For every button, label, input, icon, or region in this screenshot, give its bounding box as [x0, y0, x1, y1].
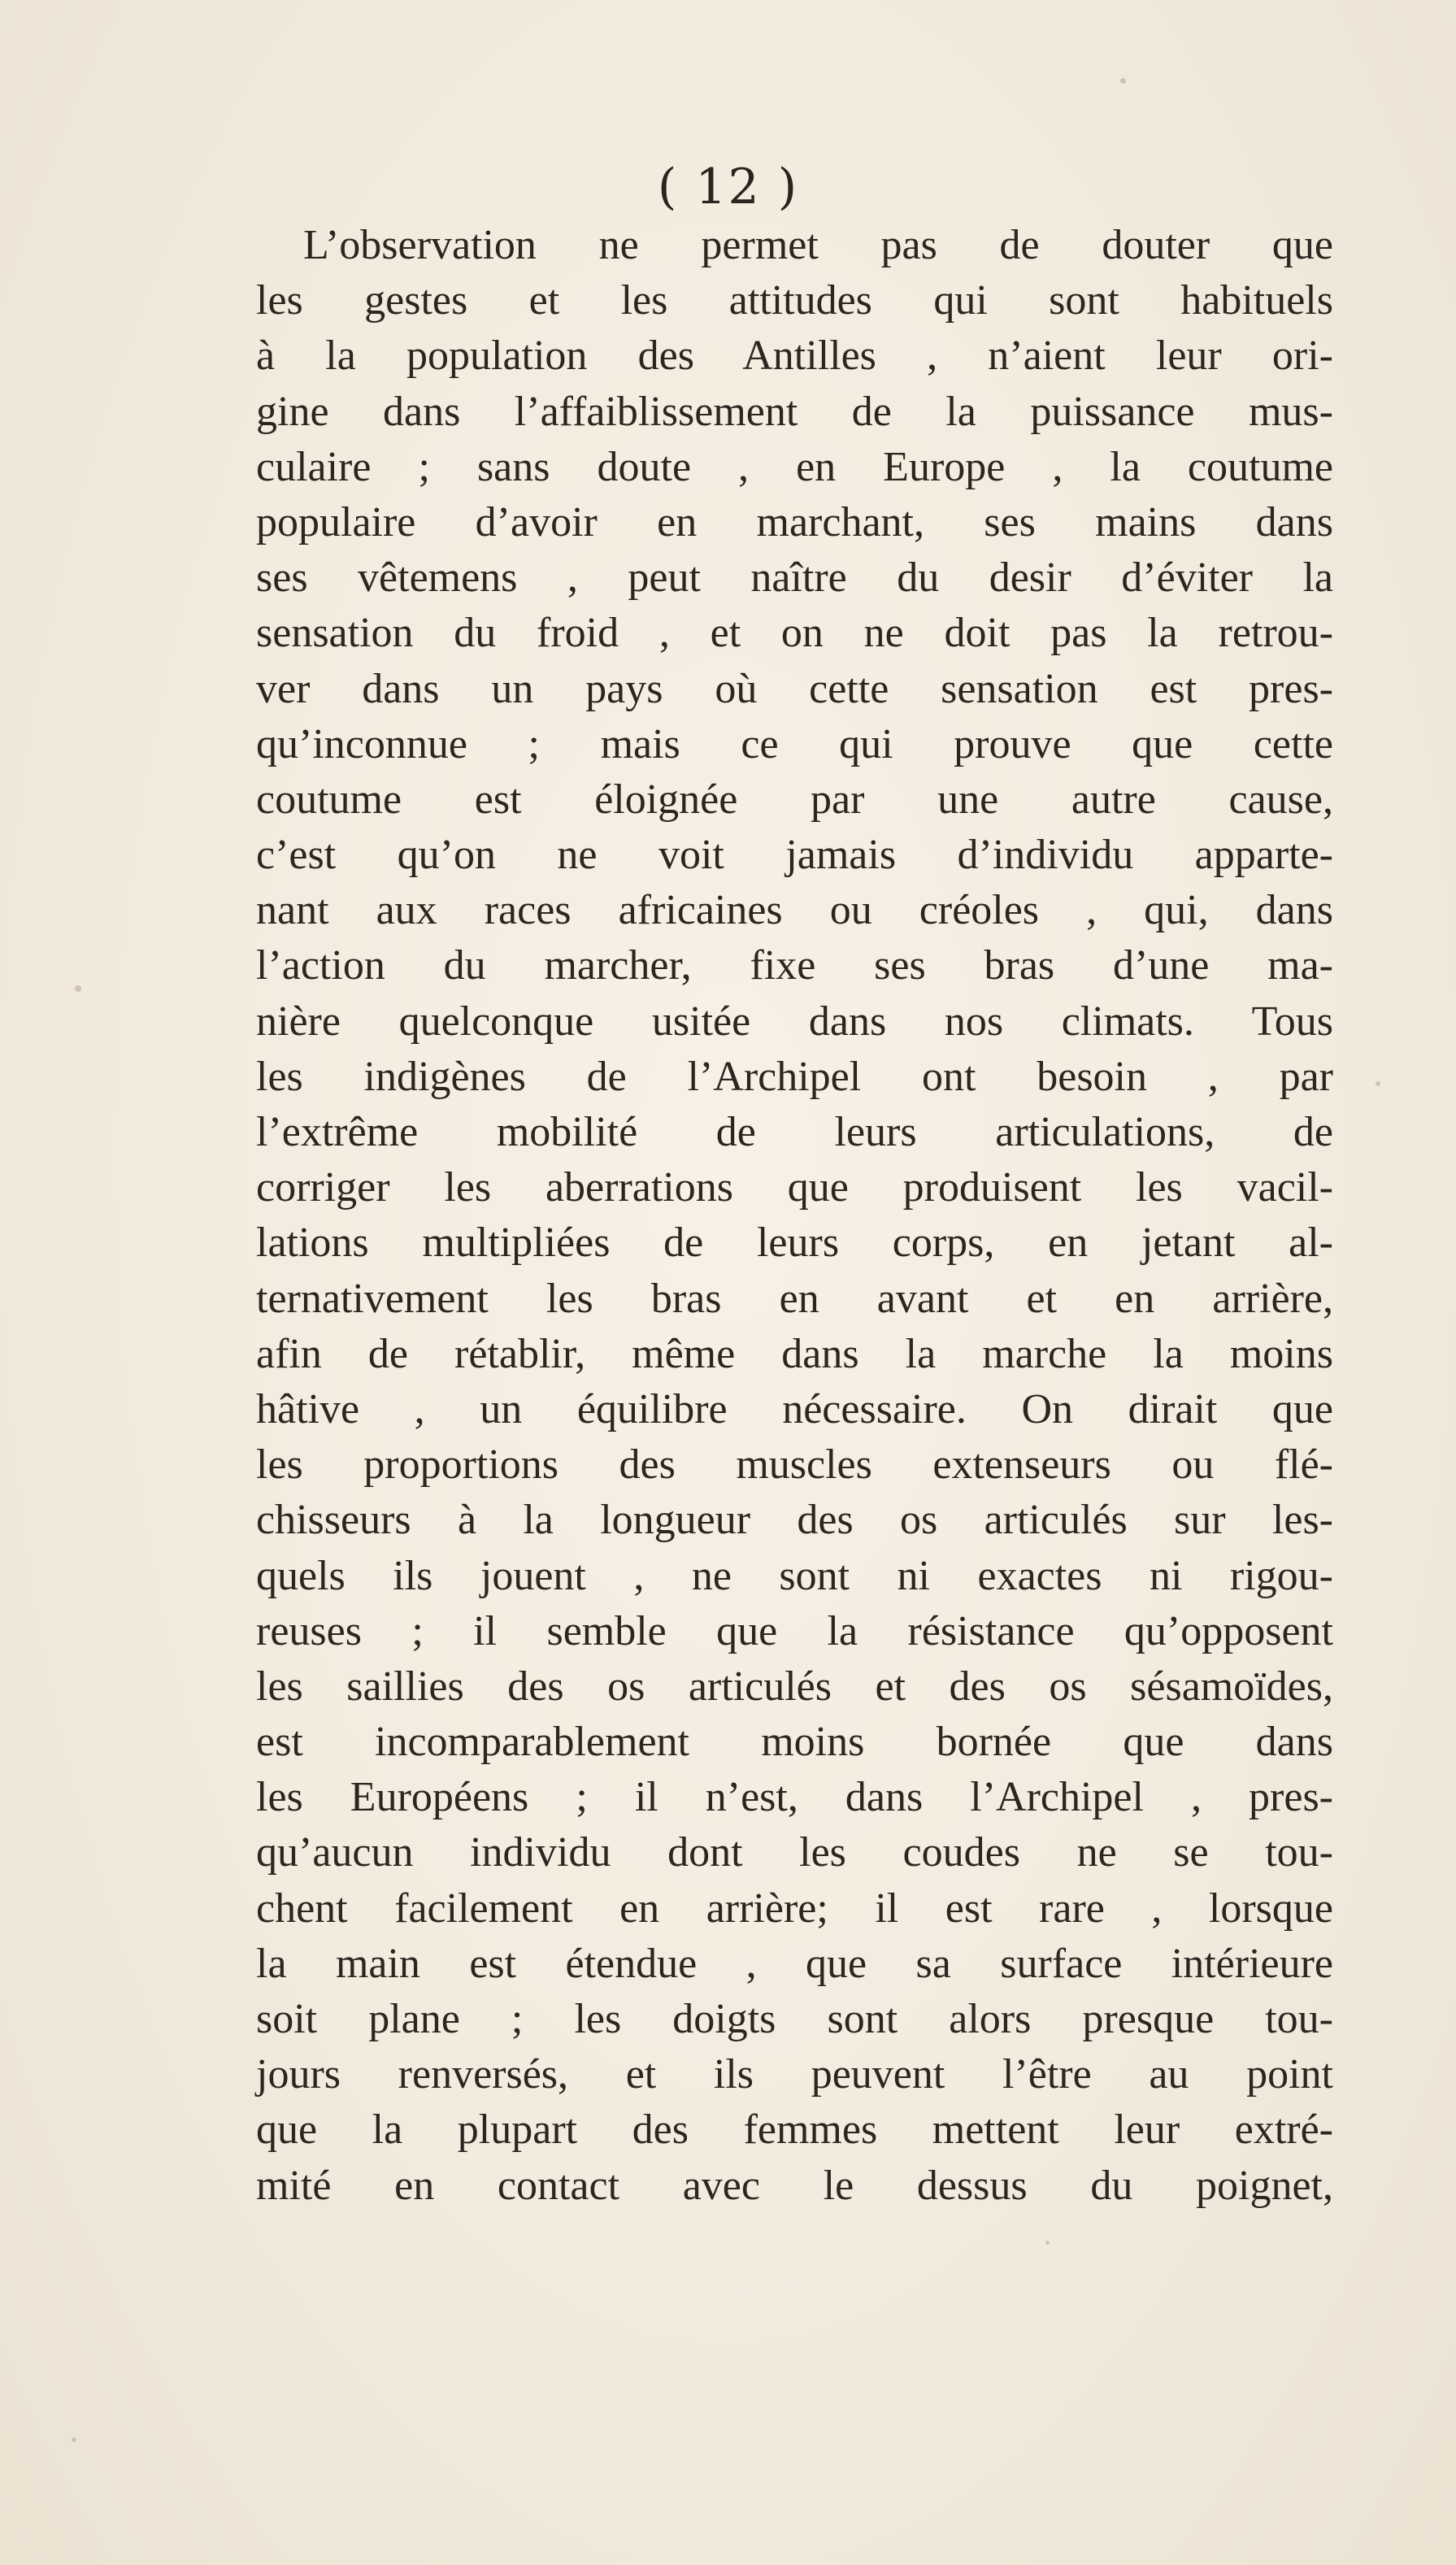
text-line: L’observation ne permet pas de douter que: [303, 222, 1333, 268]
text-line: chent facilement en arrière; il est rare , lorsque: [256, 1885, 1333, 1932]
paper-speck: [72, 2437, 76, 2442]
paper-speck: [1376, 1081, 1380, 1086]
text-line: c’est qu’on ne voit jamais d’individu apparte-: [256, 832, 1333, 879]
text-line: à la population des Antilles , n’aient leur ori-: [256, 333, 1333, 380]
text-line: populaire d’avoir en marchant, ses mains dans: [256, 498, 1333, 546]
text-line: les Européens ; il n’est, dans l’Archipel , pres-: [256, 1774, 1333, 1821]
text-line: sensation du froid , et on ne doit pas la retrou-: [256, 610, 1333, 657]
text-line: jours renversés, et ils peuvent l’être au point: [256, 2051, 1333, 2098]
text-line: quels ils jouent , ne sont ni exactes ni rigou-: [256, 1552, 1333, 1599]
paper-speck: [75, 985, 81, 992]
text-line: est incomparablement moins bornée que dans: [256, 1719, 1333, 1766]
text-line: coutume est éloignée par une autre cause,: [256, 776, 1333, 823]
text-line: les proportions des muscles extenseurs ou flé-: [256, 1441, 1333, 1489]
text-line: l’action du marcher, fixe ses bras d’une ma-: [256, 942, 1333, 989]
text-line: nant aux races africaines ou créoles , qui, dans: [256, 887, 1333, 934]
paper-speck: [1120, 78, 1126, 84]
text-line: afin de rétablir, même dans la marche la moins: [256, 1330, 1333, 1377]
text-line: la main est étendue , que sa surface intérieure: [256, 1940, 1333, 1987]
text-line: ternativement les bras en avant et en arrière,: [256, 1275, 1333, 1322]
text-line: gine dans l’affaiblissement de la puissance mus-: [256, 388, 1333, 435]
text-line: l’extrême mobilité de leurs articulations, de: [256, 1109, 1333, 1155]
text-line: culaire ; sans doute , en Europe , la coutume: [256, 443, 1333, 490]
text-line: chisseurs à la longueur des os articulés sur les-: [256, 1497, 1333, 1544]
text-line: lations multipliées de leurs corps, en jetant al-: [256, 1219, 1333, 1267]
text-line: corriger les aberrations que produisent les vacil-: [256, 1164, 1333, 1211]
text-line: reuses ; il semble que la résistance qu’opposent: [256, 1607, 1333, 1654]
text-line: soit plane ; les doigts sont alors presque tou-: [256, 1996, 1333, 2042]
text-line: que la plupart des femmes mettent leur extré-: [256, 2106, 1333, 2154]
text-line: les indigènes de l’Archipel ont besoin , par: [256, 1053, 1333, 1100]
text-line: nière quelconque usitée dans nos climats. Tous: [256, 998, 1333, 1045]
text-line: ver dans un pays où cette sensation est pres-: [256, 665, 1333, 712]
text-line: qu’aucun individu dont les coudes ne se tou-: [256, 1829, 1333, 1876]
page-number: ( 12 ): [657, 159, 799, 215]
text-line: les saillies des os articulés et des os sésamoïdes,: [256, 1663, 1333, 1710]
text-line: hâtive , un équilibre nécessaire. On dirait que: [256, 1385, 1333, 1432]
text-line: qu’inconnue ; mais ce qui prouve que cette: [256, 720, 1333, 767]
text-line: mité en contact avec le dessus du poignet,: [256, 2162, 1333, 2209]
text-line: les gestes et les attitudes qui sont habituels: [256, 277, 1333, 324]
body-text: [256, 218, 1333, 2214]
text-line: ses vêtemens , peut naître du desir d’éviter la: [256, 554, 1333, 602]
paper-speck: [1045, 2241, 1050, 2245]
